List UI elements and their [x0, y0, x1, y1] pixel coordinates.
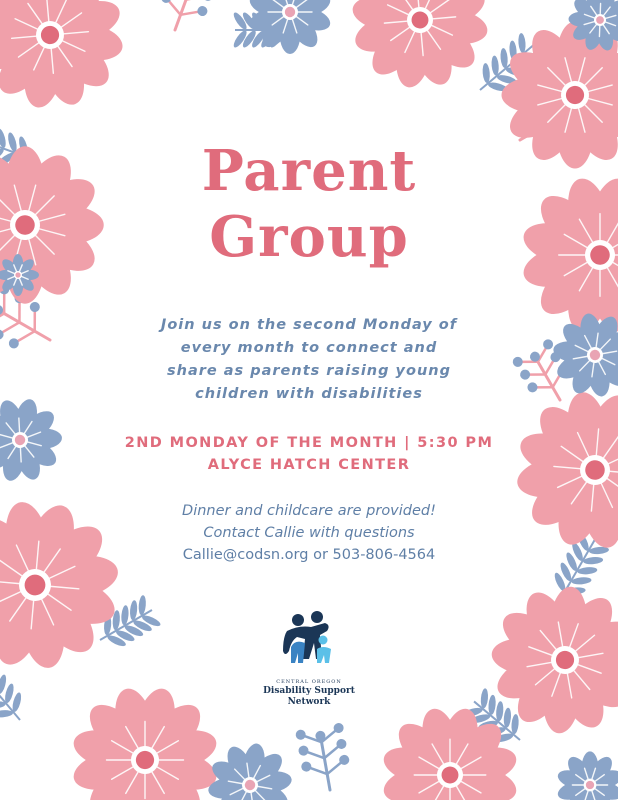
- schedule-text: 2ND MONDAY OF THE MONTH | 5:30 PM: [124, 435, 494, 451]
- blue-flower-icon: [555, 751, 618, 800]
- berry-sprig-icon: [295, 722, 354, 794]
- flyer-title: [0, 138, 618, 270]
- pink-flower-icon: [366, 691, 533, 800]
- blue-flower-icon: [545, 306, 618, 404]
- logo-text-line2: Disability Support: [263, 686, 355, 696]
- title-line-group: Group: [209, 204, 409, 270]
- schedule-block: [0, 432, 618, 476]
- title-line-parent: Parent: [201, 138, 417, 204]
- intro-line: Join us on the second Monday of: [160, 317, 458, 333]
- details-line: Dinner and childcare are provided!: [182, 503, 436, 519]
- logo-text-line3: Network: [287, 697, 331, 707]
- logo-text-line1: CENTRAL OREGON: [276, 679, 342, 685]
- intro-line: share as parents raising young: [166, 363, 451, 379]
- details-line: Contact Callie with questions: [203, 525, 415, 541]
- pink-flower-icon: [333, 0, 508, 107]
- intro-text: [120, 314, 498, 406]
- berry-sprig-icon: [152, 0, 220, 38]
- contact-line[interactable]: Callie@codsn.org or 503-806-4564: [182, 547, 436, 563]
- location-text: ALYCE HATCH CENTER: [207, 457, 411, 473]
- intro-line: every month to connect and: [180, 340, 438, 356]
- blue-flower-icon: [247, 0, 333, 54]
- contact-block: [0, 500, 618, 566]
- intro-line: children with disabilities: [195, 386, 423, 402]
- pink-flower-icon: [0, 0, 135, 120]
